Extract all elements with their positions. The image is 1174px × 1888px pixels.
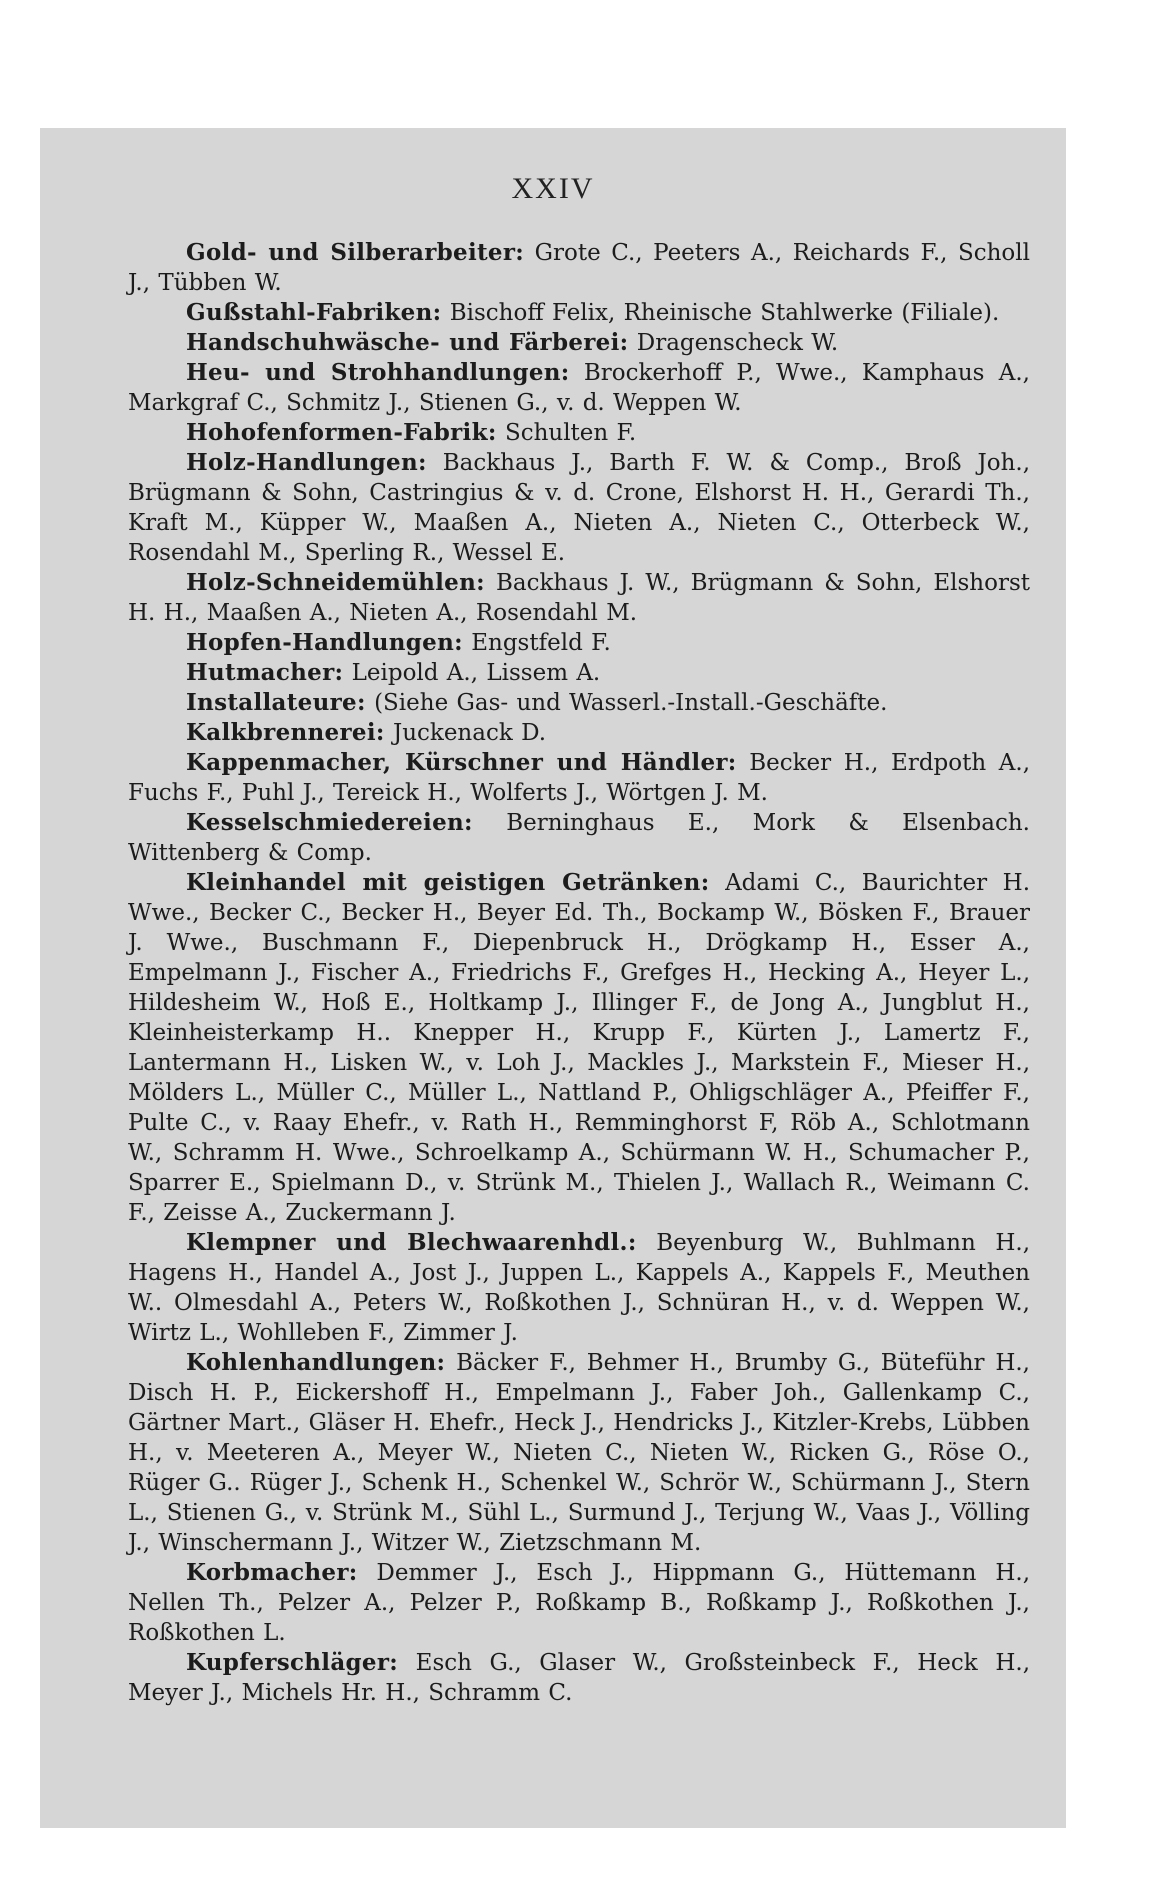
entry-hutmacher [128, 658, 1030, 688]
entry-kleinhandel [128, 868, 1030, 1228]
entry-text: Demmer J., Esch J., Hippmann G., Hüttemann H., Nellen Th., Pelzer A., Pelzer P., Roßkamp B., Roßkamp J., Roßkothen J., Roßkothen L. [128, 1560, 1030, 1646]
entry-text: Beyenburg W., Buhlmann H., Hagens H., Handel A., Jost J., Juppen L., Kappels A., Kappels F., Meuthen W.. Olmesdahl A., Peters W., Roßkothen J., Schnüran H., v. d. Weppen W., Wirtz L., Wohlleben F., Zimmer J. [128, 1230, 1031, 1346]
entry-text: Becker H., Erdpoth A., Fuchs F., Puhl J., Tereick H., Wolferts J., Wörtgen J. M. [128, 750, 1031, 806]
entry-heading: Hutmacher: [186, 659, 344, 686]
entry-kappenmacher [128, 748, 1030, 808]
entry-heading: Hopfen-Handlungen: [186, 629, 463, 656]
entry-heading: Klempner und Blechwaarenhdl.: [186, 1229, 637, 1256]
entry-kupferschlaeger [128, 1648, 1030, 1708]
entry-text: Bäcker F., Behmer H., Brumby G., Büteführ H., Disch H. P., Eickershoff H., Empelmann J., Faber Joh., Gallenkamp C., Gärtner Mart., Gläser H. Ehefr., Heck J., Hendricks J., Kitzler-Krebs, Lübben H., v. Meeteren A., Meyer W., Nieten C., Nieten W., Ricken G., Röse O., Rüger G.. Rüger J., Schenk H., Schenkel W., Schrör W., Schürmann J., Stern L., Stienen G., v. Strünk M., Sühl L., Surmund J., Terjung W., Vaas J., Völling J., Winschermann J., Witzer W., Zietzschmann M. [128, 1350, 1030, 1556]
entry-heading: Kupferschläger: [186, 1649, 399, 1676]
entry-text: Backhaus J., Barth F. W. & Comp., Broß Joh., Brügmann & Sohn, Castringius & v. d. Crone, Elshorst H. H., Gerardi Th., Kraft M., Küpper W., Maaßen A., Nieten A., Nieten C., Otterbeck W., Rosendahl M., Sperling R., Wessel E. [128, 450, 1030, 566]
entry-handschuhwaesche [128, 328, 1030, 358]
entry-text: Bischoff Felix, Rheinische Stahlwerke (Filiale). [449, 300, 1000, 326]
entry-heading: Kalkbrennerei: [186, 719, 385, 746]
entry-heading: Kesselschmiedereien: [186, 809, 473, 836]
entry-heading: Hohofenformen-Fabrik: [186, 419, 497, 446]
entry-kohlenhandlungen [128, 1348, 1030, 1558]
entry-heading: Heu- und Strohhandlungen: [186, 359, 570, 386]
entry-text: Schulten F. [504, 420, 637, 446]
entry-heading: Installateure: [186, 689, 366, 716]
entry-holz-schneidemuehlen [128, 568, 1030, 628]
directory-listing [128, 238, 1030, 1708]
entry-text: Berninghaus E., Mork & Elsenbach. Wittenberg & Comp. [128, 810, 1030, 866]
entry-heading: Gußstahl-Fabriken: [186, 299, 442, 326]
entry-korbmacher [128, 1558, 1030, 1648]
entry-text: Leipold A., Lissem A. [351, 660, 601, 686]
entry-kalkbrennerei [128, 718, 1030, 748]
entry-heading: Korbmacher: [186, 1559, 358, 1586]
entry-text: Brockerhoff P., Wwe., Kamphaus A., Markgraf C., Schmitz J., Stienen G., v. d. Weppen W. [128, 360, 1030, 416]
entry-text: Juckenack D. [392, 720, 547, 746]
entry-text: Grote C., Peeters A., Reichards F., Scholl J., Tübben W. [128, 240, 1030, 296]
entry-gussstahl-fabriken [128, 298, 1030, 328]
entry-holz-handlungen [128, 448, 1030, 568]
entry-heading: Kappenmacher, Kürschner und Händler: [186, 749, 737, 776]
entry-text: Engstfeld F. [471, 630, 611, 656]
entry-gold-silberarbeiter [128, 238, 1030, 298]
entry-heu-strohhandlungen [128, 358, 1030, 418]
entry-heading: Gold- und Silberarbeiter: [186, 239, 525, 266]
entry-text: Adami C., Baurichter H. Wwe., Becker C., Becker H., Beyer Ed. Th., Bockamp W., Bösken F., Brauer J. Wwe., Buschmann F., Diepenbruck H., Drögkamp H., Esser A., Empelmann J., Fischer A., Friedrichs F., Grefges H., Hecking A., Heyer L., Hildesheim W., Hoß E., Holtkamp J., Illinger F., de Jong A., Jungblut H., Kleinheisterkamp H.. Knepper H., Krupp F., Kürten J., Lamertz F., Lantermann H., Lisken W., v. Loh J., Mackles J., Markstein F., Mieser H., Mölders L., Müller C., Müller L., Nattland P., Ohligschläger A., Pfeiffer F., Pulte C., v. Raay Ehefr., v. Rath H., Remminghorst F, Röb A., Schlotmann W., Schramm H. Wwe., Schroelkamp A., Schürmann W. H., Schumacher P., Sparrer E., Spielmann D., v. Strünk M., Thielen J., Wallach R., Weimann C. F., Zeisse A., Zuckermann J. [128, 870, 1031, 1226]
entry-hohofenformen-fabrik [128, 418, 1030, 448]
page-sheet [40, 128, 1066, 1828]
entry-text: Esch G., Glaser W., Großsteinbeck F., Heck H., Meyer J., Michels Hr. H., Schramm C. [128, 1650, 1030, 1706]
entry-text: Backhaus J. W., Brügmann & Sohn, Elshorst H. H., Maaßen A., Nieten A., Rosendahl M. [128, 570, 1031, 626]
entry-heading: Kleinhandel mit geistigen Getränken: [186, 869, 710, 896]
entry-heading: Kohlenhandlungen: [186, 1349, 446, 1376]
entry-klempner [128, 1228, 1030, 1348]
entry-text: Dragenscheck W. [636, 330, 839, 356]
entry-heading: Handschuhwäsche- und Färberei: [186, 329, 629, 356]
page-number: XXIV [511, 172, 595, 205]
entry-text: (Siehe Gas- und Wasserl.-Install.-Geschäfte. [374, 690, 888, 716]
entry-heading: Holz-Schneidemühlen: [186, 569, 485, 596]
entry-kesselschmiedereien [128, 808, 1030, 868]
entry-installateure [128, 688, 1030, 718]
entry-heading: Holz-Handlungen: [186, 449, 427, 476]
entry-hopfen-handlungen [128, 628, 1030, 658]
